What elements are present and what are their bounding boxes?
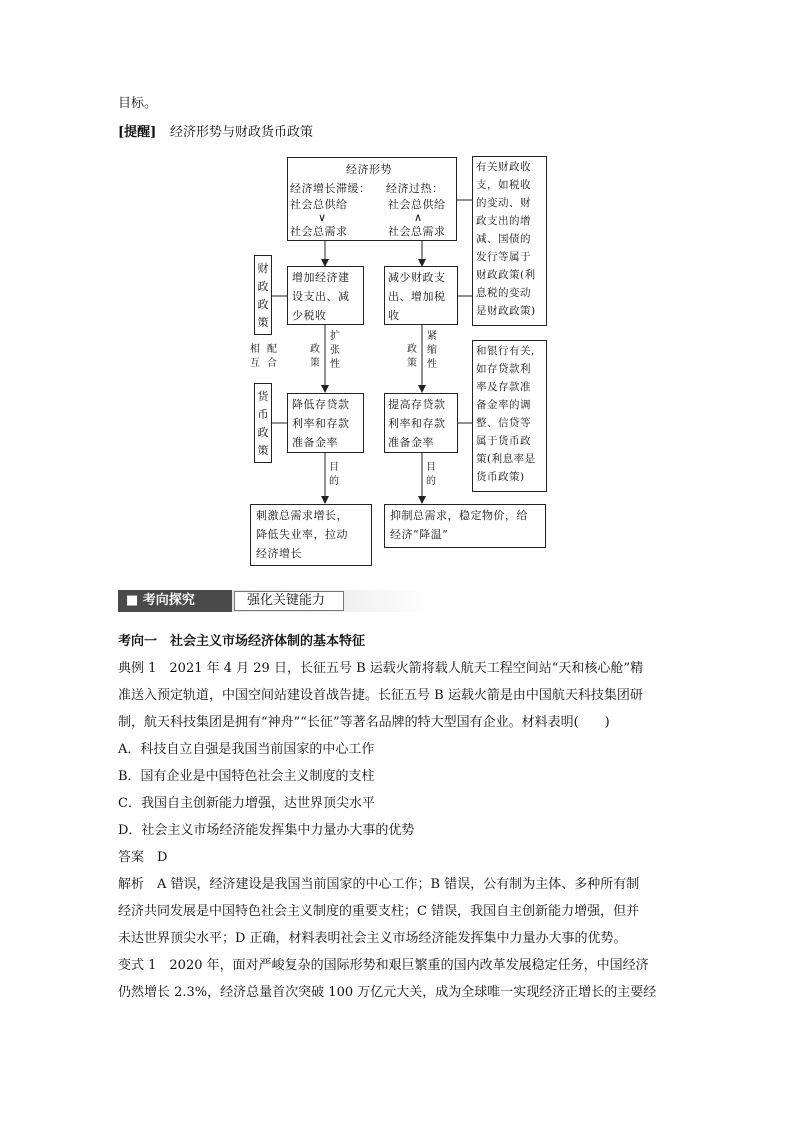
example-line-3: 制，航天科技集团是拥有“神舟”“长征”等著名品牌的特大型国有企业。材料表明( ) (118, 715, 610, 730)
analysis-line-3: 未达世界顶尖水平；D 正确，材料表明社会主义市场经济能发挥集中力量办大事的优势。 (118, 931, 627, 946)
option-a: A．科技自立自强是我国当前国家的中心工作 (118, 742, 375, 757)
slow-growth-demand: 社会总需求 (290, 225, 348, 238)
variant-line-1: 变式 1 2020 年，面对严峻复杂的国际形势和艰巨繁重的国内改革发展稳定任务，中国经济 (118, 958, 649, 973)
fiscal-tight-text: 减少财政支 出、增加税 收 (388, 271, 446, 322)
analysis-line-1: 解析 A 错误，经济建设是我国当前国家的中心工作；B 错误，公有制为主体、多种所有制 (118, 877, 640, 892)
overheat-supply: 社会总供给 (388, 198, 446, 211)
intro-text: 目标。 (118, 96, 158, 111)
analysis-line-2: 经济共同发展是中国特色社会主义制度的重要支柱；C 错误，我国自主创新能力增强，但并 (118, 904, 640, 919)
slow-growth-heading: 经济增长滞缓： (290, 182, 371, 195)
slow-growth-symbol: ∨ (318, 211, 327, 224)
overheat-demand: 社会总需求 (388, 225, 446, 238)
overheat-heading: 经济过热： (386, 182, 444, 195)
example-line-1: 典例 1 2021 年 4 月 29 日，长征五号 B 运载火箭将载人航天工程空间站“天和核心舱”精 (118, 661, 644, 676)
variant-line-2: 仍然增长 2.3%，经济总量首次突破 100 万亿元大关，成为全球唯一实现经济正增长的主要经 (118, 985, 657, 1000)
monetary-policy-label: 货币政策 (257, 390, 269, 457)
slow-growth-supply: 社会总供给 (290, 198, 348, 211)
monetary-expand-text: 降低存贷款 利率和存款 准备金率 (292, 398, 350, 449)
result-stimulate-text: 刺激总需求增长， 降低失业率，拉动 经济增长 (256, 509, 348, 560)
mutual-label-right: 配合 (267, 344, 277, 369)
expand-policy-label-b: 扩张性 (330, 331, 340, 370)
tight-policy-label-a: 政策 (407, 344, 417, 369)
answer-line: 答案 D (118, 850, 168, 865)
fiscal-policy-label: 财政政策 (257, 262, 269, 329)
mutual-label-left: 相互 (250, 344, 260, 369)
tip-label: [提醒] (118, 125, 157, 140)
example-line-2: 准送入预定轨道，中国空间站建设首战告捷。长征五号 B 运载火箭是由中国航天科技集团研 (118, 688, 643, 703)
option-b: B．国有企业是中国特色社会主义制度的支柱 (118, 769, 375, 784)
purpose-label-left: 目的 (329, 462, 339, 487)
tip-title: 经济形势与财政货币政策 (170, 125, 314, 140)
option-d: D．社会主义市场经济能发挥集中力量办大事的优势 (118, 823, 415, 838)
fiscal-expand-text: 增加经济建 设支出、减 少税收 (292, 271, 350, 322)
overheat-symbol: ∧ (414, 211, 423, 224)
purpose-label-right: 目的 (426, 462, 436, 487)
expand-policy-label-a: 政策 (310, 344, 320, 369)
banner-left-text: ■ 考向探究 (126, 593, 195, 608)
option-c: C．我国自主创新能力增强，达世界顶尖水平 (118, 796, 375, 811)
tight-policy-label-b: 紧缩性 (427, 331, 437, 370)
monetary-tight-text: 提高存贷款 利率和存款 准备金率 (388, 398, 446, 449)
fiscal-note-text: 有关财政收 支，如税收 的变动、财 政支出的增 减、国债的 发行等属于 财政政策(利 息税的变动 是财政政策) (476, 161, 536, 317)
result-restrain-text: 抑制总需求，稳定物价，给 经济“降温” (390, 509, 528, 541)
monetary-note-text: 和银行有关, 如存贷款利 率及存款准 备金率的调 整、信贷等 属于货币政 策(利息率是 货币政策) (476, 345, 536, 483)
section-heading: 考向一 社会主义市场经济体制的基本特征 (118, 634, 366, 649)
banner-right-text: 强化关键能力 (247, 593, 326, 608)
economic-situation-title: 经济形势 (346, 163, 392, 176)
